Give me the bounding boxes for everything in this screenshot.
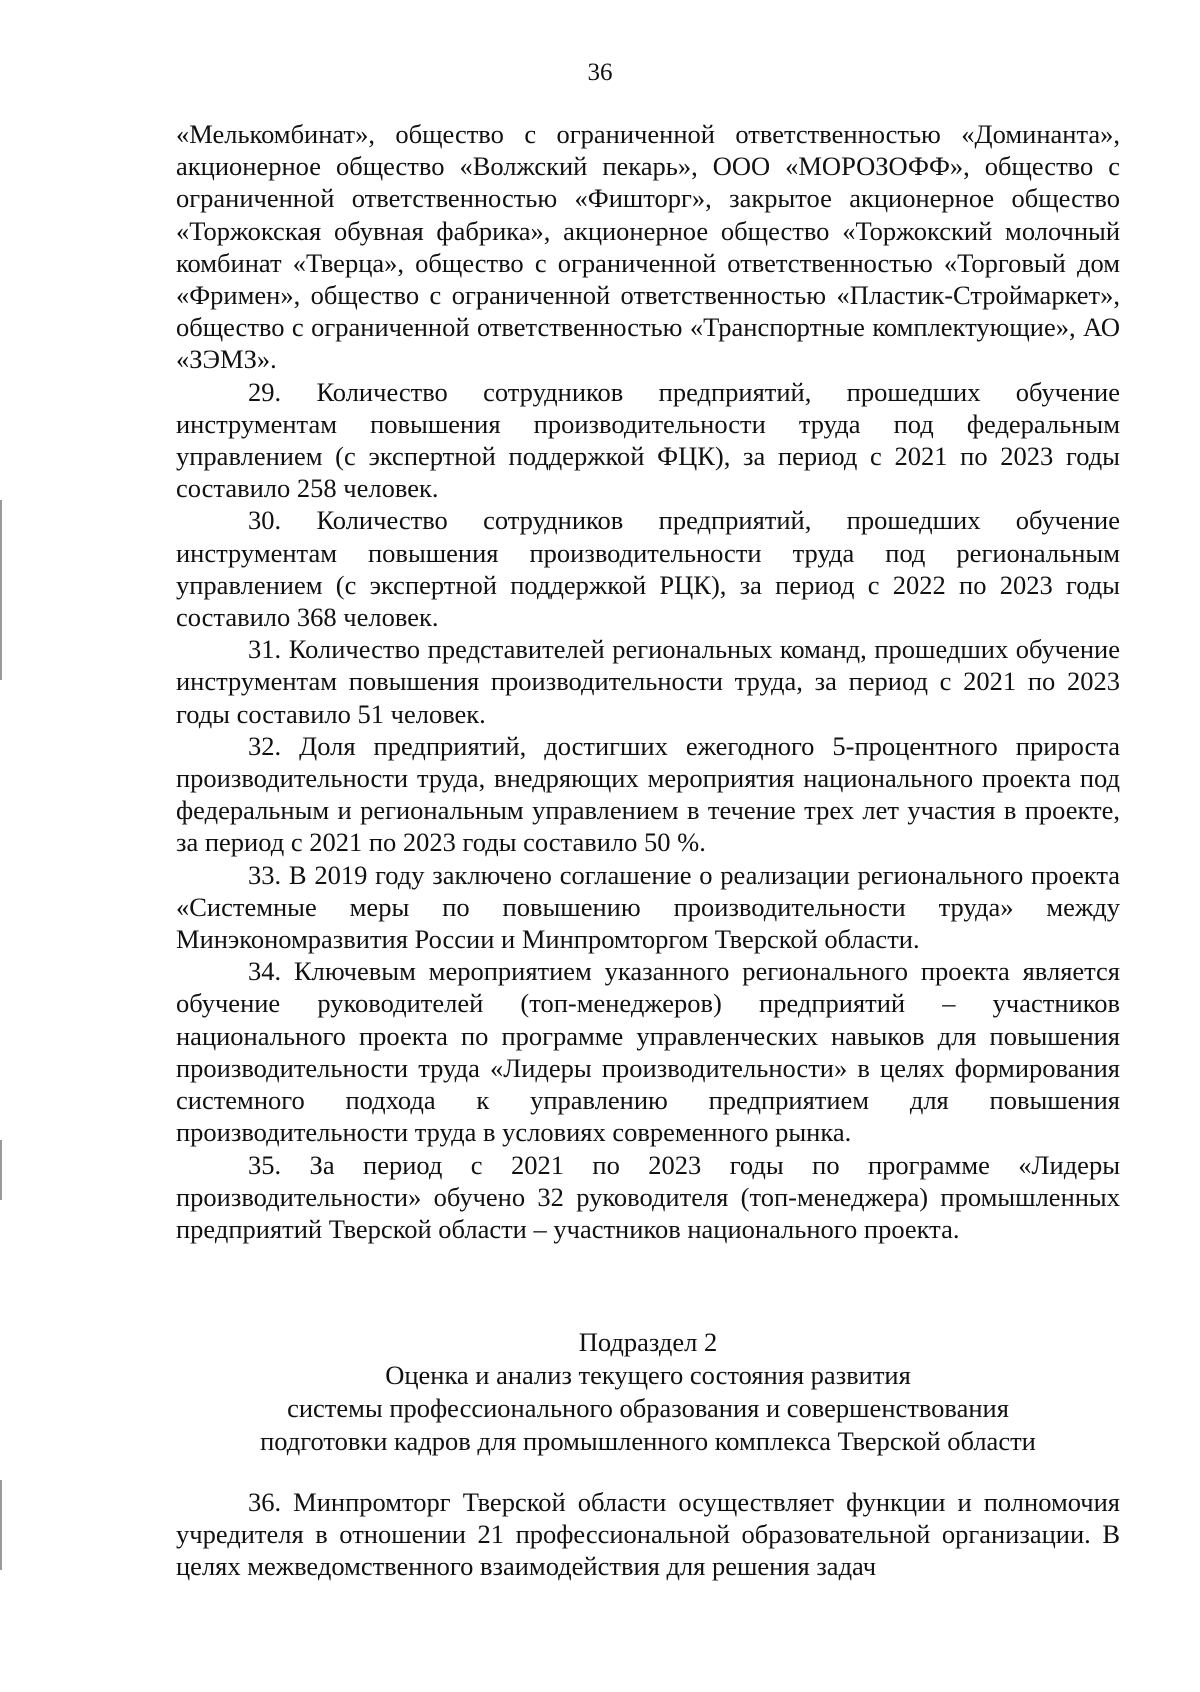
paragraph-36: 36. Минпромторг Тверской области осуществляет функции и полномочия учредителя в отношении 21 профессиональной образовательной организации. В целях межведомственного взаимодействия для решения задач	[176, 1487, 1120, 1582]
subsection-label: Подраздел 2	[578, 1327, 718, 1357]
subsection-title-line-2: системы профессионального образования и совершенствования	[287, 1393, 1009, 1423]
paragraph-34: 34. Ключевым мероприятием указанного регионального проекта является обучение руководителей (топ-менеджеров) предприятий – участников национального проекта по программе управленческих навыков для повышения производительности труда «Лидеры производительности» в целях формирования системного подхода к управлению предприятием для повышения производительности труда в условиях современного рынка.	[176, 956, 1120, 1148]
scan-edge-mark	[0, 1140, 2, 1200]
body-text-continued	[176, 1486, 1120, 1583]
page-number: 36	[587, 59, 613, 86]
paragraph-35: 35. За период с 2021 по 2023 годы по программе «Лидеры производительности» обучено 32 руководителя (топ-менеджера) промышленных предприятий Тверской области – участников национального проекта.	[176, 1149, 1120, 1244]
paragraph-30: 30. Количество сотрудников предприятий, прошедших обучение инструментам повышения производительности труда под региональным управлением (с экспертной поддержкой РЦК), за период с 2022 по 2023 годы составило 368 человек.	[176, 505, 1120, 633]
paragraph-32: 32. Доля предприятий, достигших ежегодного 5-процентного прироста производительности труда, внедряющих мероприятия национального проекта под федеральным и региональным управлением в течение трех лет участия в проекте, за период с 2021 по 2023 годы составило 50 %.	[176, 730, 1120, 858]
subsection-heading	[176, 1326, 1120, 1458]
paragraph-29: 29. Количество сотрудников предприятий, прошедших обучение инструментам повышения производительности труда под федеральным управлением (с экспертной поддержкой ФЦК), за период с 2021 по 2023 годы составило 258 человек.	[176, 376, 1120, 504]
paragraph-31: 31. Количество представителей региональных команд, прошедших обучение инструментам повышения производительности труда, за период с 2021 по 2023 годы составило 51 человек.	[176, 634, 1120, 729]
subsection-title-line-3: подготовки кадров для промышленного комплекса Тверской области	[260, 1426, 1036, 1456]
scan-edge-mark	[0, 500, 2, 680]
paragraph-continuation: «Мелькомбинат», общество с ограниченной ответственностью «Доминанта», акционерное общество «Волжский пекарь», ООО «МОРОЗОФФ», общество с ограниченной ответственностью «Фишторг», закрытое акционерное общество «Торжокская обувная фабрика», акционерное общество «Торжокский молочный комбинат «Тверца», общество с ограниченной ответственностью «Торговый дом «Фримен», общество с ограниченной ответственностью «Пластик-Строймаркет», общество с ограниченной ответственностью «Транспортные комплектующие», АО «ЗЭМЗ».	[176, 119, 1120, 375]
paragraph-33: 33. В 2019 году заключено соглашение о реализации регионального проекта «Системные меры по повышению производительности труда» между Минэкономразвития России и Минпромторгом Тверской области.	[176, 859, 1120, 955]
scan-edge-mark	[0, 1480, 2, 1570]
subsection-title-line-1: Оценка и анализ текущего состояния развития	[385, 1360, 911, 1390]
body-text	[176, 118, 1120, 1245]
